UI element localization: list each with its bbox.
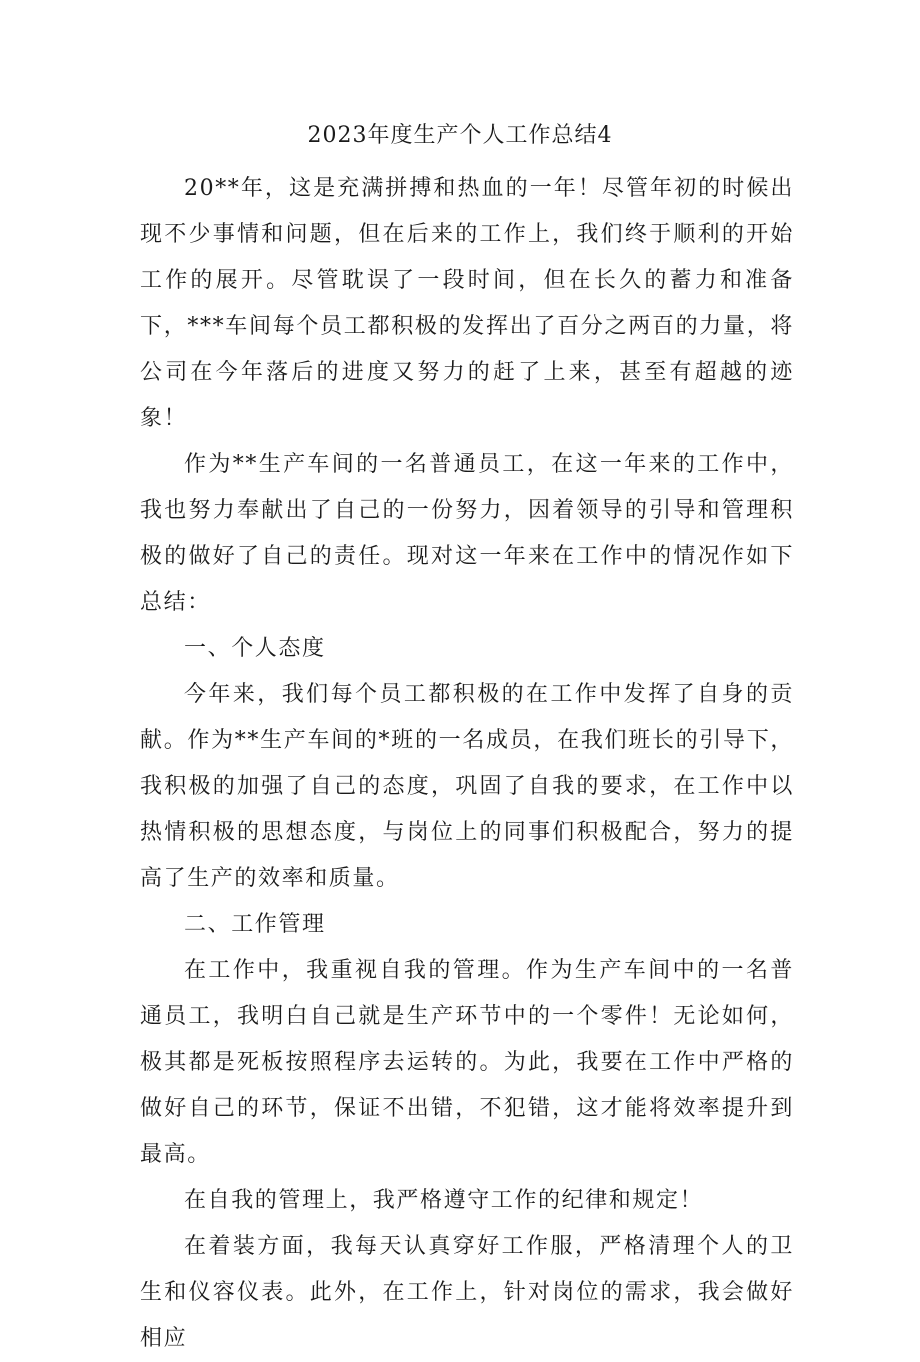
section-heading-management: 二、工作管理 — [184, 912, 326, 937]
paragraph-intro: 20**年，这是充满拼搏和热血的一年！尽管年初的时候出现不少事情和问题，但在后来的工作上，我们终于顺利的开始工作的展开。尽管耽误了一段时间，但在长久的蓄力和准备下，***车间每个员工都积极的发挥出了百分之两百的力量，将公司在今年落后的进度又努力的赶了上来，甚至有超越的迹象！ — [140, 176, 794, 431]
paragraph-role: 作为**生产车间的一名普通员工，在这一年来的工作中，我也努力奉献出了自己的一份努力，因着领导的引导和管理积极的做好了自己的责任。现对这一年来在工作中的情况作如下总结： — [140, 452, 794, 615]
paragraph-attitude: 今年来，我们每个员工都积极的在工作中发挥了自身的贡献。作为**生产车间的*班的一名成员，在我们班长的引导下，我积极的加强了自己的态度，巩固了自我的要求，在工作中以热情积极的思想态度，与岗位上的同事们积极配合，努力的提高了生产的效率和质量。 — [140, 682, 794, 891]
paragraph-discipline: 在自我的管理上，我严格遵守工作的纪律和规定！ — [184, 1188, 704, 1213]
section-heading-attitude: 一、个人态度 — [184, 636, 326, 661]
document-title: 2023年度生产个人工作总结4 — [307, 123, 613, 148]
document-body — [140, 166, 794, 1362]
paragraph-management: 在工作中，我重视自我的管理。作为生产车间中的一名普通员工，我明白自己就是生产环节中的一个零件！无论如何，极其都是死板按照程序去运转的。为此，我要在工作中严格的做好自己的环节，保证不出错，不犯错，这才能将效率提升到最高。 — [140, 958, 794, 1167]
paragraph-attire: 在着装方面，我每天认真穿好工作服，严格清理个人的卫生和仪容仪表。此外，在工作上，针对岗位的需求，我会做好相应 — [140, 1234, 794, 1351]
